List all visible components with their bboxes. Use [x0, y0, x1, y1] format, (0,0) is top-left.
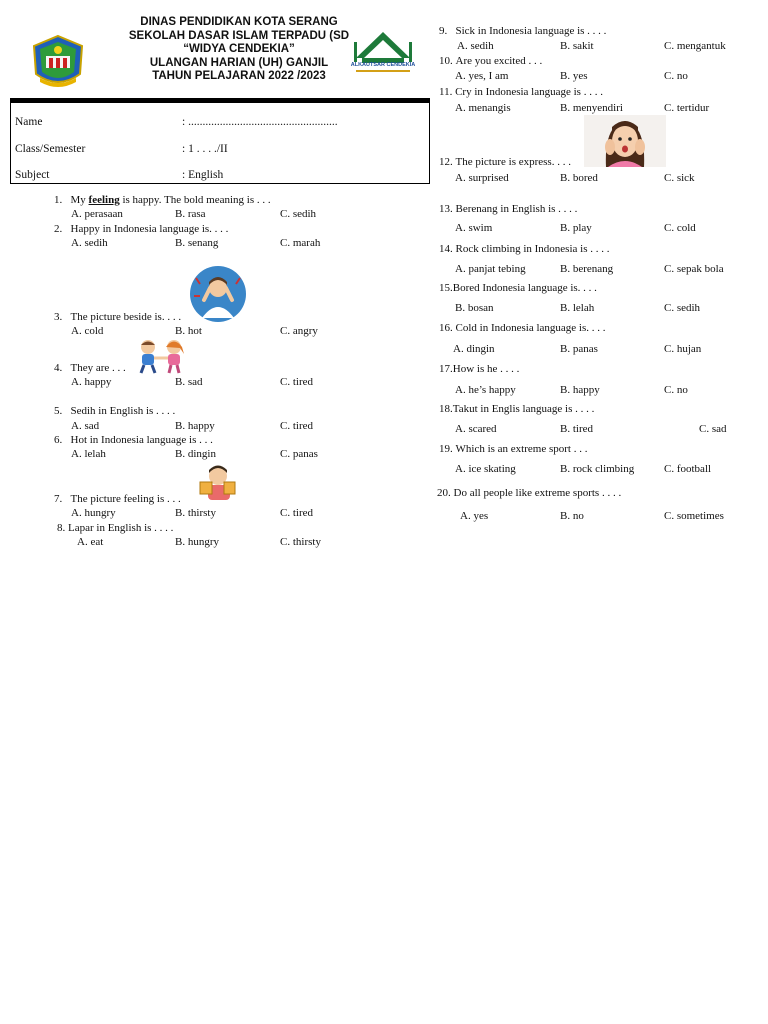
- option-c[interactable]: C. tertidur: [664, 102, 710, 114]
- question-10: 10. Are you excited . . .: [439, 55, 543, 67]
- student-identity-box: [10, 103, 430, 184]
- option-c[interactable]: C. mengantuk: [664, 40, 726, 52]
- option-b[interactable]: B. happy: [560, 384, 600, 396]
- option-a[interactable]: A. hungry: [71, 507, 116, 519]
- header-line: DINAS PENDIDIKAN KOTA SERANG: [140, 16, 338, 28]
- question-3: 3. The picture beside is. . . .: [54, 311, 182, 323]
- question-12: 12. The picture is express. . . .: [439, 156, 571, 168]
- alkautsar-tagline-stripe: [356, 70, 410, 72]
- option-a[interactable]: A. surprised: [455, 172, 509, 184]
- option-a[interactable]: A. panjat tebing: [455, 263, 526, 275]
- option-b[interactable]: B. hot: [175, 325, 202, 337]
- question-5: 5. Sedih in English is . . . .: [54, 405, 176, 417]
- option-b[interactable]: B. yes: [560, 70, 588, 82]
- option-c[interactable]: C. sepak bola: [664, 263, 724, 275]
- question-9: 9. Sick in Indonesia language is . . . .: [439, 25, 607, 37]
- question-18: 18.Takut in Englis language is . . . .: [439, 403, 595, 415]
- option-b[interactable]: B. lelah: [560, 302, 595, 314]
- option-a[interactable]: A. lelah: [71, 448, 106, 460]
- name-field[interactable]: : ....................................................: [182, 116, 338, 128]
- option-a[interactable]: A. cold: [71, 325, 104, 337]
- option-c[interactable]: C. hujan: [664, 343, 702, 355]
- option-a[interactable]: A. eat: [77, 536, 104, 548]
- question-13: 13. Berenang in English is . . . .: [439, 203, 578, 215]
- option-a[interactable]: A. yes, I am: [455, 70, 509, 82]
- option-b[interactable]: B. happy: [175, 420, 215, 432]
- alkautsar-logo: [350, 28, 416, 76]
- cold-person-illustration: [188, 266, 248, 322]
- option-b[interactable]: B. sad: [175, 376, 203, 388]
- question-4: 4. They are . . .: [54, 362, 126, 374]
- header-line: ULANGAN HARIAN (UH) GANJIL: [149, 56, 329, 69]
- class-semester-label: Class/Semester: [15, 143, 86, 155]
- option-c[interactable]: C. tired: [280, 420, 313, 432]
- header-line: TAHUN PELAJARAN 2022 /2023: [152, 70, 326, 82]
- option-c[interactable]: C. sick: [664, 172, 695, 184]
- question-2: 2. Happy in Indonesia language is. . . .: [54, 223, 229, 235]
- option-a[interactable]: A. he’s happy: [455, 384, 516, 396]
- option-b[interactable]: B. senang: [175, 237, 219, 249]
- question-7: 7. The picture feeling is . . .: [54, 493, 181, 505]
- question-6: 6. Hot in Indonesia language is . . .: [54, 434, 213, 446]
- surprised-girl-photo: [584, 115, 666, 167]
- alkautsar-logo-text: ALKAUTSAR CENDEKIA: [350, 62, 416, 68]
- option-b[interactable]: B. menyendiri: [560, 102, 623, 114]
- option-c[interactable]: C. tired: [280, 376, 313, 388]
- option-a[interactable]: A. scared: [455, 423, 497, 435]
- exam-header: [108, 16, 370, 84]
- option-c[interactable]: C. cold: [664, 222, 696, 234]
- option-b[interactable]: B. berenang: [560, 263, 614, 275]
- subject-field: : English: [182, 169, 224, 181]
- option-a[interactable]: A. sedih: [71, 237, 108, 249]
- header-line: SEKOLAH DASAR ISLAM TERPADU (SD: [128, 29, 350, 42]
- option-b[interactable]: B. panas: [560, 343, 598, 355]
- option-c[interactable]: C. panas: [280, 448, 318, 460]
- subject-label: Subject: [15, 169, 50, 181]
- option-a[interactable]: A. sad: [71, 420, 100, 432]
- option-b[interactable]: B. thirsty: [175, 507, 216, 519]
- option-b[interactable]: B. play: [560, 222, 592, 234]
- option-a[interactable]: A. ice skating: [455, 463, 516, 475]
- option-b[interactable]: B. hungry: [175, 536, 219, 548]
- class-semester-field[interactable]: : 1 . . . ./II: [182, 143, 228, 155]
- school-crest-logo: [32, 34, 84, 90]
- option-c[interactable]: C. tired: [280, 507, 313, 519]
- thirsty-boy-illustration: [198, 464, 238, 502]
- option-a[interactable]: B. bosan: [455, 302, 494, 314]
- question-17: 17.How is he . . . .: [439, 363, 520, 375]
- option-c[interactable]: C. sedih: [280, 208, 317, 220]
- option-a[interactable]: A. dingin: [453, 343, 495, 355]
- option-b[interactable]: B. rasa: [175, 208, 206, 220]
- question-11: 11. Cry in Indonesia language is . . . .: [439, 86, 603, 98]
- option-a[interactable]: A. sedih: [457, 40, 494, 52]
- option-b[interactable]: B. rock climbing: [560, 463, 635, 475]
- option-b[interactable]: B. sakit: [560, 40, 594, 52]
- option-c[interactable]: C. no: [664, 70, 688, 82]
- option-b[interactable]: B. tired: [560, 423, 593, 435]
- option-c[interactable]: C. sometimes: [664, 510, 724, 522]
- option-c[interactable]: C. marah: [280, 237, 321, 249]
- option-c[interactable]: C. sad: [699, 423, 727, 435]
- option-c[interactable]: C. no: [664, 384, 688, 396]
- question-14: 14. Rock climbing in Indonesia is . . . .: [439, 243, 610, 255]
- question-8: 8. Lapar in English is . . . .: [57, 522, 174, 534]
- question-19: 19. Which is an extreme sport . . .: [439, 443, 588, 455]
- option-c[interactable]: C. football: [664, 463, 712, 475]
- option-b[interactable]: B. bored: [560, 172, 598, 184]
- option-a[interactable]: A. swim: [455, 222, 493, 234]
- option-c[interactable]: C. angry: [280, 325, 318, 337]
- option-b[interactable]: B. dingin: [175, 448, 216, 460]
- question-1: 1. My feeling is happy. The bold meaning is . . .: [54, 194, 271, 206]
- option-a[interactable]: A. yes: [460, 510, 489, 522]
- option-c[interactable]: C. thirsty: [280, 536, 321, 548]
- question-20: 20. Do all people like extreme sports . . . .: [437, 487, 622, 499]
- option-b[interactable]: B. no: [560, 510, 584, 522]
- option-a[interactable]: A. perasaan: [71, 208, 123, 220]
- option-a[interactable]: A. menangis: [455, 102, 511, 114]
- option-c[interactable]: C. sedih: [664, 302, 701, 314]
- question-15: 15.Bored Indonesia language is. . . .: [439, 282, 597, 294]
- option-a[interactable]: A. happy: [71, 376, 112, 388]
- question-16: 16. Cold in Indonesia language is. . . .: [439, 322, 606, 334]
- happy-kids-illustration: [132, 338, 192, 374]
- bold-word: feeling: [88, 194, 120, 206]
- name-label: Name: [15, 116, 43, 128]
- header-line: “WIDYA CENDEKIA”: [183, 43, 295, 55]
